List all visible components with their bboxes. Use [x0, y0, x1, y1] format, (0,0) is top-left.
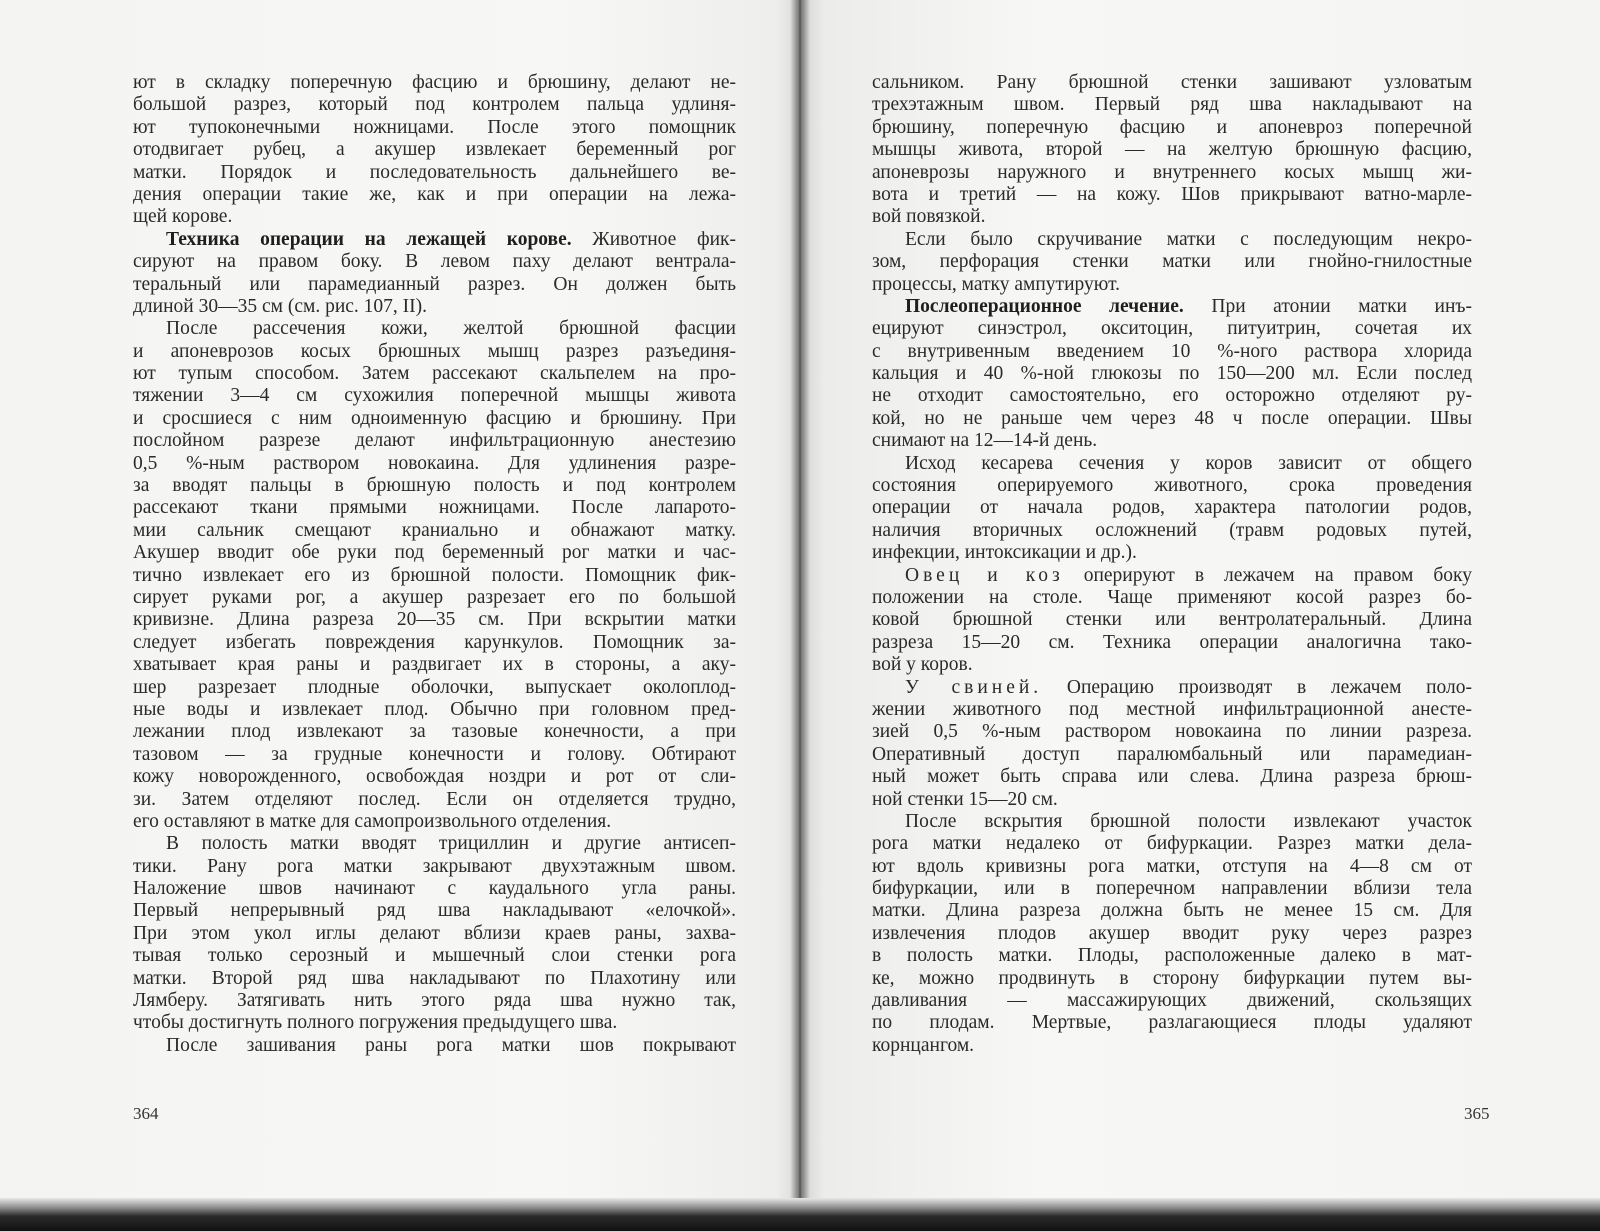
text-line: [872, 654, 1472, 676]
line-text: В полость матки вводят трициллин и другие антисеп-: [166, 833, 736, 855]
text-line: [133, 609, 736, 631]
line-text: брюшину, поперечную фасцию и апоневроз поперечной: [872, 116, 1472, 138]
text-line: [133, 878, 736, 900]
text-line: [872, 296, 1472, 318]
line-text: инфекции, интоксикации и др.).: [872, 542, 1137, 564]
line-text: Исход кесарева сечения у коров зависит от общего: [905, 452, 1472, 474]
line-text: тики. Рану рога матки закрывают двухэтажным швом.: [133, 855, 736, 877]
text-line: [872, 990, 1472, 1012]
text-line: [133, 363, 736, 385]
text-line: [872, 900, 1472, 922]
line-text: ют тупоконечными ножницами. После этого помощник: [133, 116, 736, 138]
text-line: [872, 945, 1472, 967]
text-line: [133, 497, 736, 519]
line-text: за вводят пальцы в брюшную полость и под контролем: [133, 475, 736, 497]
line-text: матки. Длина разреза должна быть не менее 15 см. Для: [872, 900, 1472, 922]
right-page: [800, 0, 1600, 1231]
line-text: апоневрозы наружного и внутреннего косых мышц жи-: [872, 161, 1472, 183]
line-text: мышцы живота, второй — на желтую брюшную фасцию,: [872, 139, 1472, 161]
line-text: по плодам. Мертвые, разлагающиеся плоды удаляют: [872, 1012, 1472, 1034]
text-line: [133, 542, 736, 564]
spaced-heading: У свиней.: [905, 676, 1043, 698]
text-line: [133, 229, 736, 251]
line-text: ке, можно продвинуть в сторону бифуркации путем вы-: [872, 967, 1472, 989]
text-line: [133, 408, 736, 430]
text-line: [872, 632, 1472, 654]
text-line: [872, 251, 1472, 273]
text-line: [133, 184, 736, 206]
text-line: [872, 229, 1472, 251]
text-line: [872, 274, 1472, 296]
text-line: [872, 766, 1472, 788]
line-text: ецируют синэстрол, окситоцин, питуитрин, сочетая их: [872, 318, 1472, 340]
text-line: [133, 117, 736, 139]
text-line: [133, 744, 736, 766]
text-line: [133, 565, 736, 587]
text-line: [872, 878, 1472, 900]
line-text: и сросшиеся с ним одноименную фасцию и брюшину. При: [133, 407, 736, 429]
text-line: [872, 408, 1472, 430]
line-text: давливания — массажирующих движений, скользящих: [872, 990, 1472, 1012]
line-text: его оставляют в матке для самопроизвольного отделения.: [133, 810, 612, 832]
text-line: [133, 1035, 736, 1057]
line-text: зи. Затем отделяют послед. Если он отделяется трудно,: [133, 788, 736, 810]
line-text: Оперативный доступ паралюмбальный или парамедиан-: [872, 743, 1472, 765]
text-line: [872, 789, 1472, 811]
line-text: рассекают ткани прямыми ножницами. После лапарото-: [133, 497, 736, 519]
text-line: [133, 766, 736, 788]
line-text: корнцангом.: [872, 1034, 975, 1056]
scan-bottom-edge: [0, 1198, 1600, 1231]
line-text: не отходит самостоятельно, его осторожно отделяют ру-: [872, 385, 1472, 407]
line-text: мии сальник смещают краниально и обнажают матку.: [133, 519, 736, 541]
line-text: разреза 15—20 см. Техника операции аналогична тако-: [872, 631, 1472, 653]
line-text: процессы, матку ампутируют.: [872, 273, 1120, 295]
line-text: дения операции такие же, как и при операции на лежа-: [133, 183, 736, 205]
text-line: [133, 341, 736, 363]
run-in-heading: Послеоперационное лечение.: [905, 295, 1184, 317]
text-line: [872, 565, 1472, 587]
left-page-text: [133, 72, 736, 1057]
text-line: [872, 430, 1472, 452]
text-line: [133, 206, 736, 228]
text-line: [872, 1035, 1472, 1057]
text-line: [133, 1012, 736, 1034]
text-line: [872, 184, 1472, 206]
text-line: [872, 117, 1472, 139]
text-line: [872, 811, 1472, 833]
text-line: [872, 1012, 1472, 1034]
text-line: [133, 968, 736, 990]
line-text: сируют на правом боку. В левом паху делают вентрала-: [133, 251, 736, 273]
line-text: и апоневрозов косых брюшных мышц разрез разъединя-: [133, 340, 736, 362]
run-in-heading: Техника операции на лежащей корове.: [166, 228, 572, 250]
line-text: Наложение швов начинают с каудального угла раны.: [133, 878, 736, 900]
line-text: зом, перфорация стенки матки или гнойно-гнилостные: [872, 251, 1472, 273]
line-text: сальником. Рану брюшной стенки зашивают узловатым: [872, 72, 1472, 93]
text-line: [872, 385, 1472, 407]
line-text: трехэтажным швом. Первый ряд шва накладывают на: [872, 94, 1472, 116]
line-text: ковой брюшной стенки или вентролатеральный. Длина: [872, 609, 1472, 631]
text-line: [133, 632, 736, 654]
line-text: Первый непрерывный ряд шва накладывают «елочкой».: [133, 900, 736, 922]
text-line: [133, 520, 736, 542]
line-text: тазовом — за грудные конечности и голову. Обтирают: [133, 743, 736, 765]
line-text: тично извлекает его из брюшной полости. Помощник фик-: [133, 564, 736, 586]
line-text: вота и третий — на кожу. Шов прикрывают ватно-марле-: [872, 183, 1472, 205]
line-text: снимают на 12—14-й день.: [872, 430, 1098, 452]
line-text: Операцию производят в лежачем поло-: [1042, 676, 1472, 698]
text-line: [872, 206, 1472, 228]
text-line: [133, 721, 736, 743]
line-text: Лямберу. Затягивать нить этого ряда шва нужно так,: [133, 990, 736, 1012]
line-text: большой разрез, который под контролем пальца удлиня-: [133, 94, 736, 116]
text-line: [133, 139, 736, 161]
line-text: хватывает края раны и раздвигает их в стороны, а аку-: [133, 654, 736, 676]
line-text: 0,5 %-ным раствором новокаина. Для удлинения разре-: [133, 452, 736, 474]
text-line: [133, 677, 736, 699]
text-line: [872, 744, 1472, 766]
line-text: вой повязкой.: [872, 206, 986, 228]
text-line: [133, 833, 736, 855]
line-text: матки. Порядок и последовательность дальнейшего ве-: [133, 161, 736, 183]
text-line: [872, 923, 1472, 945]
line-text: теральный или парамедианный разрез. Он должен быть: [133, 273, 736, 295]
text-line: [872, 699, 1472, 721]
line-text: жении животного под местной инфильтрационной анесте-: [872, 698, 1472, 720]
line-text: После вскрытия брюшной полости извлекают участок: [905, 810, 1472, 832]
line-text: вой у коров.: [872, 654, 973, 676]
text-line: [872, 318, 1472, 340]
line-text: ный может быть справа или слева. Длина разреза брюш-: [872, 766, 1472, 788]
text-line: [133, 318, 736, 340]
text-line: [872, 609, 1472, 631]
line-text: в полость матки. Плоды, расположенные далеко в мат-: [872, 945, 1472, 967]
line-text: извлечения плодов акушер вводит руку через разрез: [872, 922, 1472, 944]
line-text: кожу новорожденного, освобождая ноздри и рот от сли-: [133, 766, 736, 788]
text-line: [872, 453, 1472, 475]
text-line: [872, 587, 1472, 609]
text-line: [872, 833, 1472, 855]
line-text: кой, но не раньше чем через 48 ч после операции. Швы: [872, 407, 1472, 429]
text-line: [872, 139, 1472, 161]
text-line: [133, 430, 736, 452]
line-text: ной стенки 15—20 см.: [872, 788, 1058, 810]
line-text: длиной 30—35 см (см. рис. 107, II).: [133, 295, 428, 317]
line-text: тяжении 3—4 см сухожилия поперечной мышцы живота: [133, 385, 736, 407]
text-line: [133, 811, 736, 833]
text-line: [872, 520, 1472, 542]
line-text: При атонии матки инъ-: [1183, 295, 1472, 317]
line-text: рога матки недалеко от бифуркации. Разрез матки дела-: [872, 833, 1472, 855]
text-line: [133, 296, 736, 318]
line-text: После рассечения кожи, желтой брюшной фасции: [166, 318, 736, 340]
book-gutter: [790, 0, 810, 1231]
line-text: положении на столе. Чаще применяют косой разрез бо-: [872, 586, 1472, 608]
line-text: оперируют в лежачем на правом боку: [1063, 564, 1473, 586]
line-text: наличия вторичных осложнений (травм родовых путей,: [872, 519, 1472, 541]
line-text: с внутривенным введением 10 %-ного раствора хлорида: [872, 340, 1472, 362]
text-line: [133, 945, 736, 967]
text-line: [133, 274, 736, 296]
line-text: бифуркации, или в поперечном направлении вблизи тела: [872, 878, 1472, 900]
text-line: [133, 251, 736, 273]
text-line: [133, 699, 736, 721]
text-line: [133, 587, 736, 609]
text-line: [872, 721, 1472, 743]
page-number: 364: [133, 1104, 159, 1123]
line-text: При этом укол иглы делают вблизи краев раны, захва-: [133, 922, 736, 944]
line-text: следует избегать повреждения карункулов. Помощник за-: [133, 631, 736, 653]
line-text: Если было скручивание матки с последующим некро-: [905, 228, 1472, 250]
line-text: чтобы достигнуть полного погружения предыдущего шва.: [133, 1012, 618, 1034]
line-text: После зашивания раны рога матки шов покрывают: [166, 1034, 736, 1056]
text-line: [872, 363, 1472, 385]
text-line: [133, 990, 736, 1012]
text-line: [133, 162, 736, 184]
line-text: матки. Второй ряд шва накладывают по Плахотину или: [133, 967, 736, 989]
text-line: [133, 453, 736, 475]
line-text: щей корове.: [133, 206, 233, 228]
text-line: [872, 856, 1472, 878]
line-text: отодвигает рубец, а акушер извлекает беременный рог: [133, 139, 736, 161]
text-line: [872, 94, 1472, 116]
line-text: ют тупым способом. Затем рассекают скальпелем на про-: [133, 363, 736, 385]
text-line: [133, 475, 736, 497]
line-text: Акушер вводит обе руки под беременный рог матки и час-: [133, 542, 736, 564]
line-text: кривизне. Длина разреза 20—35 см. При вскрытии матки: [133, 609, 736, 631]
text-line: [133, 923, 736, 945]
line-text: послойном разрезе делают инфильтрационную анестезию: [133, 430, 736, 452]
right-page-text: [872, 72, 1472, 1057]
text-line: [872, 162, 1472, 184]
text-line: [133, 900, 736, 922]
spaced-heading: Овец и коз: [905, 564, 1064, 586]
line-text: ные воды и извлекает плод. Обычно при головном пред-: [133, 698, 736, 720]
text-line: [872, 497, 1472, 519]
text-line: [133, 385, 736, 407]
text-line: [133, 856, 736, 878]
line-text: ют в складку поперечную фасцию и брюшину, делают не-: [133, 72, 736, 93]
text-line: [872, 968, 1472, 990]
line-text: зией 0,5 %-ным раствором новокаина по линии разреза.: [872, 721, 1472, 743]
line-text: операции от начала родов, характера патологии родов,: [872, 497, 1472, 519]
line-text: Животное фик-: [571, 228, 736, 250]
text-line: [133, 94, 736, 116]
text-line: [872, 72, 1472, 94]
text-line: [133, 654, 736, 676]
line-text: тывая только серозный и мышечный слои стенки рога: [133, 945, 736, 967]
line-text: лежании плод извлекают за тазовые конечности, а при: [133, 721, 736, 743]
line-text: сирует руками рог, а акушер разрезает его по большой: [133, 586, 736, 608]
line-text: состояния оперируемого животного, срока проведения: [872, 475, 1472, 497]
line-text: ют вдоль кривизны рога матки, отступя на 4—8 см от: [872, 855, 1472, 877]
line-text: шер разрезает плодные оболочки, выпускает околоплод-: [133, 676, 736, 698]
page-number: 365: [1464, 1104, 1490, 1123]
text-line: [872, 542, 1472, 564]
text-line: [872, 341, 1472, 363]
text-line: [133, 789, 736, 811]
text-line: [872, 475, 1472, 497]
text-line: [133, 72, 736, 94]
text-line: [872, 677, 1472, 699]
line-text: кальция и 40 %-ной глюкозы по 150—200 мл. Если послед: [872, 363, 1472, 385]
